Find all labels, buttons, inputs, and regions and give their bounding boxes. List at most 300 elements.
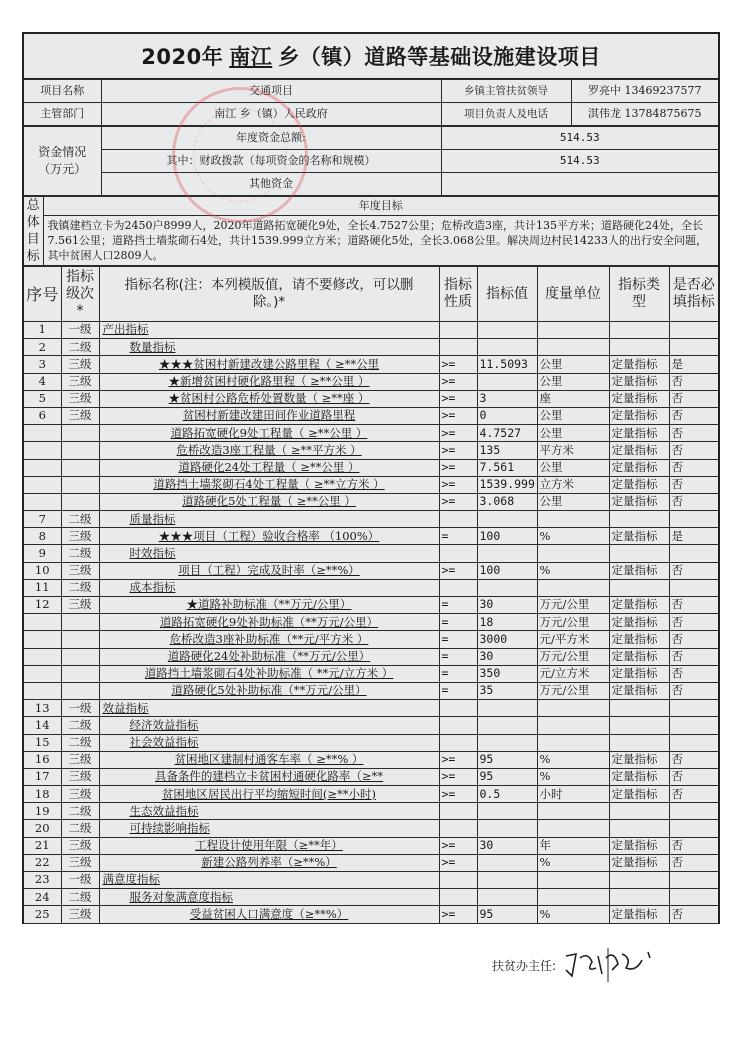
col-seq: 序号 [23, 267, 61, 322]
cell-nature: >= [439, 562, 477, 579]
indicator-name: 可持续影响指标 [129, 820, 210, 835]
cell-value [477, 854, 537, 871]
col-level: 指标级次* [61, 267, 99, 322]
cell-required: 否 [669, 837, 719, 854]
funds-other-label: 其他资金 [101, 173, 441, 196]
dept-value: 南江 乡（镇）人民政府 [101, 103, 441, 126]
table-row [23, 373, 719, 390]
cell-name [99, 734, 439, 751]
cell-required: 否 [669, 373, 719, 390]
cell-unit [537, 717, 609, 734]
cell-type: 定量指标 [609, 648, 669, 665]
cell-required: 否 [669, 631, 719, 648]
title-town: 南江 [229, 45, 273, 69]
cell-value [477, 339, 537, 356]
cell-seq: 9 [23, 545, 61, 562]
cell-name [99, 442, 439, 459]
table-row [23, 579, 719, 596]
cell-level [61, 648, 99, 665]
leader-value: 罗亮中 13469237577 [571, 80, 719, 103]
table-row [23, 820, 719, 837]
cell-unit: 公里 [537, 407, 609, 424]
cell-name [99, 562, 439, 579]
goal-text: 我镇建档立卡为2450户8999人，2020年道路拓宽硬化9处，全长4.7527公里；危桥改造3座，共计135平方米；道路硬化24处，全长7.561公里；道路挡土墙浆砌石4处，共计1539.999立方米；道路硬化5处，全长3.068公里。解决周边村民14233人的出行安全问题，其中贫困人口2809人。 [43, 216, 719, 266]
goal-side-label-cell [23, 197, 43, 266]
indicator-name: 成本指标 [129, 580, 176, 595]
table-row [23, 734, 719, 751]
cell-unit [537, 545, 609, 562]
cell-seq [23, 614, 61, 631]
cell-value [477, 872, 537, 889]
cell-nature: >= [439, 906, 477, 923]
cell-seq: 24 [23, 889, 61, 906]
cell-nature: = [439, 648, 477, 665]
cell-type [609, 717, 669, 734]
funds-total-label: 年度资金总额: [101, 127, 441, 150]
cell-unit: 年 [537, 837, 609, 854]
cell-unit: 万元/公里 [537, 614, 609, 631]
cell-required: 是 [669, 356, 719, 373]
indicator-name: 生态效益指标 [129, 803, 199, 818]
cell-value [477, 734, 537, 751]
cell-level [61, 631, 99, 648]
cell-nature [439, 545, 477, 562]
cell-value [477, 889, 537, 906]
col-required: 是否必填指标 [669, 267, 719, 322]
cell-level: 三级 [61, 373, 99, 390]
cell-name [99, 511, 439, 528]
indicator-name: 时效指标 [129, 545, 176, 560]
cell-required: 否 [669, 597, 719, 614]
cell-value: 30 [477, 648, 537, 665]
indicator-name: 具备条件的建档立卡贫困村通硬化路率（≥** [154, 769, 384, 784]
cell-value: 30 [477, 837, 537, 854]
cell-value: 4.7527 [477, 425, 537, 442]
cell-name [99, 493, 439, 510]
cell-unit: 公里 [537, 356, 609, 373]
cell-seq: 25 [23, 906, 61, 923]
cell-name [99, 322, 439, 339]
cell-required: 否 [669, 906, 719, 923]
cell-nature: = [439, 528, 477, 545]
cell-required [669, 889, 719, 906]
cell-name [99, 889, 439, 906]
cell-value [477, 820, 537, 837]
cell-unit: % [537, 562, 609, 579]
responsible-label: 项目负责人及电话 [441, 103, 571, 126]
cell-seq: 12 [23, 597, 61, 614]
indicator-name: ★★★项目（工程）验收合格率 （100%） [158, 528, 380, 543]
cell-type: 定量指标 [609, 751, 669, 768]
indicator-name: 道路挡土墙浆砌石4处工程量（ ≥**立方米 ） [153, 477, 385, 492]
indicator-name: 项目（工程）完成及时率（≥**%） [178, 563, 360, 578]
cell-nature: >= [439, 407, 477, 424]
cell-unit [537, 579, 609, 596]
handwritten-signature-icon [562, 948, 662, 982]
cell-required: 否 [669, 614, 719, 631]
cell-level [61, 682, 99, 699]
cell-required [669, 579, 719, 596]
page-title [22, 32, 720, 79]
indicator-name: 效益指标 [102, 700, 149, 715]
cell-unit: % [537, 768, 609, 785]
cell-value: 100 [477, 528, 537, 545]
col-name: 指标名称(注：本列模版值，请不要修改，可以删除。)* [99, 267, 439, 322]
cell-unit [537, 872, 609, 889]
cell-level: 二级 [61, 803, 99, 820]
cell-seq: 5 [23, 390, 61, 407]
cell-type [609, 872, 669, 889]
cell-required [669, 322, 719, 339]
cell-level: 二级 [61, 339, 99, 356]
cell-name [99, 614, 439, 631]
cell-type: 定量指标 [609, 562, 669, 579]
cell-nature: = [439, 631, 477, 648]
cell-unit: 万元/公里 [537, 648, 609, 665]
cell-required: 否 [669, 459, 719, 476]
cell-nature: = [439, 597, 477, 614]
cell-nature: = [439, 665, 477, 682]
indicator-name: 道路拓宽硬化9处工程量（ ≥**公里 ） [170, 425, 368, 440]
funds-table [22, 126, 720, 196]
cell-seq: 21 [23, 837, 61, 854]
cell-nature: >= [439, 425, 477, 442]
cell-unit: 万元/公里 [537, 682, 609, 699]
cell-unit: 元/立方米 [537, 665, 609, 682]
cell-type [609, 803, 669, 820]
cell-seq: 13 [23, 700, 61, 717]
cell-value: 95 [477, 751, 537, 768]
cell-type: 定量指标 [609, 476, 669, 493]
cell-required: 否 [669, 768, 719, 785]
cell-value: 30 [477, 597, 537, 614]
col-type: 指标类型 [609, 267, 669, 322]
cell-value: 35 [477, 682, 537, 699]
cell-nature [439, 820, 477, 837]
col-nature: 指标性质 [439, 267, 477, 322]
indicator-name: ★★★贫困村新建改建公路里程（ ≥**公里 [158, 356, 380, 371]
cell-required: 否 [669, 562, 719, 579]
cell-level: 三级 [61, 906, 99, 923]
cell-type: 定量指标 [609, 442, 669, 459]
cell-type: 定量指标 [609, 906, 669, 923]
cell-value: 95 [477, 906, 537, 923]
cell-type: 定量指标 [609, 786, 669, 803]
cell-value: 95 [477, 768, 537, 785]
cell-value: 0 [477, 407, 537, 424]
cell-type: 定量指标 [609, 597, 669, 614]
cell-seq: 17 [23, 768, 61, 785]
cell-name [99, 459, 439, 476]
indicator-name: 工程设计使用年限（≥**年） [195, 838, 343, 853]
cell-name [99, 356, 439, 373]
table-row [23, 682, 719, 699]
table-row [23, 700, 719, 717]
cell-required: 否 [669, 476, 719, 493]
indicator-name: 贫困村新建改建田间作业道路里程 [182, 408, 356, 423]
cell-value [477, 545, 537, 562]
indicator-name: 经济效益指标 [129, 717, 199, 732]
cell-name [99, 390, 439, 407]
table-row [23, 803, 719, 820]
cell-type: 定量指标 [609, 425, 669, 442]
cell-type [609, 820, 669, 837]
cell-unit: % [537, 751, 609, 768]
cell-type [609, 322, 669, 339]
cell-nature: = [439, 682, 477, 699]
cell-name [99, 906, 439, 923]
cell-name [99, 597, 439, 614]
cell-required [669, 511, 719, 528]
cell-name [99, 717, 439, 734]
cell-required: 否 [669, 442, 719, 459]
cell-required: 否 [669, 682, 719, 699]
cell-unit: 公里 [537, 425, 609, 442]
cell-seq [23, 493, 61, 510]
indicator-name: 道路硬化24处补助标准（**万元/公里） [167, 649, 371, 664]
cell-type [609, 700, 669, 717]
table-row [23, 390, 719, 407]
cell-level: 二级 [61, 545, 99, 562]
cell-value: 1539.999 [477, 476, 537, 493]
indicator-header-row [23, 267, 719, 322]
cell-level: 二级 [61, 734, 99, 751]
cell-name [99, 476, 439, 493]
cell-unit [537, 734, 609, 751]
cell-nature: >= [439, 751, 477, 768]
indicator-table [22, 266, 720, 924]
cell-seq: 1 [23, 322, 61, 339]
cell-nature: >= [439, 493, 477, 510]
table-row [23, 493, 719, 510]
cell-name [99, 648, 439, 665]
table-row [23, 476, 719, 493]
cell-required: 否 [669, 425, 719, 442]
cell-seq [23, 476, 61, 493]
cell-nature: >= [439, 442, 477, 459]
cell-seq: 14 [23, 717, 61, 734]
table-row [23, 442, 719, 459]
cell-unit [537, 322, 609, 339]
cell-name [99, 854, 439, 871]
cell-type: 定量指标 [609, 682, 669, 699]
table-row [23, 511, 719, 528]
cell-nature [439, 322, 477, 339]
cell-unit [537, 339, 609, 356]
cell-nature: = [439, 614, 477, 631]
cell-nature: >= [439, 837, 477, 854]
cell-unit: 平方米 [537, 442, 609, 459]
cell-required [669, 545, 719, 562]
project-name-label: 项目名称 [23, 80, 101, 103]
indicator-name: 道路硬化5处工程量（ ≥**公里 ） [182, 494, 356, 509]
goal-header: 年度目标 [43, 197, 719, 216]
indicator-name: 质量指标 [129, 511, 176, 526]
cell-seq: 20 [23, 820, 61, 837]
cell-type: 定量指标 [609, 854, 669, 871]
cell-level: 三级 [61, 562, 99, 579]
cell-type: 定量指标 [609, 768, 669, 785]
indicator-name: 危桥改造3座工程量（ ≥**平方米 ） [176, 442, 362, 457]
cell-value [477, 700, 537, 717]
cell-nature [439, 889, 477, 906]
cell-level: 一级 [61, 322, 99, 339]
table-row [23, 854, 719, 871]
indicator-name: 贫困地区建制村通客车率（ ≥**% ） [174, 752, 364, 767]
cell-value: 350 [477, 665, 537, 682]
cell-seq: 6 [23, 407, 61, 424]
signature-block [492, 948, 662, 982]
cell-type [609, 889, 669, 906]
indicator-name: 产出指标 [102, 322, 149, 337]
cell-seq: 23 [23, 872, 61, 889]
cell-name [99, 407, 439, 424]
col-value: 指标值 [477, 267, 537, 322]
indicator-name: ★新增贫困村硬化路里程（ ≥**公里 ） [168, 374, 370, 389]
cell-nature [439, 511, 477, 528]
cell-required: 是 [669, 528, 719, 545]
cell-required: 否 [669, 751, 719, 768]
cell-value: 11.5093 [477, 356, 537, 373]
cell-value: 3000 [477, 631, 537, 648]
indicator-name: 服务对象满意度指标 [129, 889, 233, 904]
funds-total-value: 514.53 [441, 127, 719, 150]
cell-nature [439, 734, 477, 751]
cell-unit: 立方米 [537, 476, 609, 493]
indicator-name: 道路硬化24处工程量（ ≥**公里 ） [178, 459, 360, 474]
performance-target-form [22, 32, 720, 924]
cell-seq: 15 [23, 734, 61, 751]
cell-nature [439, 717, 477, 734]
table-row [23, 614, 719, 631]
cell-unit [537, 803, 609, 820]
cell-required [669, 734, 719, 751]
cell-nature: >= [439, 854, 477, 871]
table-row [23, 407, 719, 424]
cell-seq: 16 [23, 751, 61, 768]
cell-value: 3 [477, 390, 537, 407]
cell-unit: % [537, 854, 609, 871]
title-year: 2020年 [141, 45, 224, 69]
cell-name [99, 768, 439, 785]
cell-name [99, 700, 439, 717]
cell-value [477, 717, 537, 734]
cell-value: 135 [477, 442, 537, 459]
table-row [23, 665, 719, 682]
cell-unit [537, 511, 609, 528]
cell-seq: 2 [23, 339, 61, 356]
cell-nature: >= [439, 786, 477, 803]
table-row [23, 631, 719, 648]
cell-seq: 3 [23, 356, 61, 373]
table-row [23, 889, 719, 906]
cell-level: 三级 [61, 407, 99, 424]
table-row [23, 872, 719, 889]
table-row [23, 425, 719, 442]
cell-level: 三级 [61, 390, 99, 407]
project-name-value: 交通项目 [101, 80, 441, 103]
cell-required [669, 717, 719, 734]
indicator-name: 社会效益指标 [129, 734, 199, 749]
table-row [23, 786, 719, 803]
indicator-name: 危桥改造3座补助标准（**元/平方米 ） [169, 631, 369, 646]
cell-level [61, 665, 99, 682]
cell-level: 二级 [61, 820, 99, 837]
cell-name [99, 339, 439, 356]
cell-nature [439, 700, 477, 717]
cell-seq: 8 [23, 528, 61, 545]
cell-name [99, 786, 439, 803]
table-row [23, 562, 719, 579]
cell-level [61, 493, 99, 510]
cell-seq [23, 665, 61, 682]
signature-label: 扶贫办主任: [492, 958, 557, 973]
cell-level: 二级 [61, 579, 99, 596]
cell-seq [23, 631, 61, 648]
cell-required [669, 820, 719, 837]
funds-label: 资金情况（万元） [23, 127, 101, 196]
goal-table [22, 196, 720, 266]
cell-unit: % [537, 528, 609, 545]
cell-level: 三级 [61, 786, 99, 803]
cell-seq: 18 [23, 786, 61, 803]
cell-level: 三级 [61, 597, 99, 614]
cell-nature: >= [439, 476, 477, 493]
indicator-name: ★贫困村公路危桥处置数量（ ≥**座 ） [168, 391, 370, 406]
cell-name [99, 820, 439, 837]
cell-seq [23, 459, 61, 476]
cell-unit [537, 889, 609, 906]
cell-seq [23, 425, 61, 442]
funds-other-value [441, 173, 719, 196]
cell-type [609, 511, 669, 528]
cell-type [609, 545, 669, 562]
goal-side-label: 总体目标 [26, 198, 40, 264]
cell-seq: 10 [23, 562, 61, 579]
table-row [23, 597, 719, 614]
cell-level: 三级 [61, 854, 99, 871]
col-unit: 度量单位 [537, 267, 609, 322]
project-info-table [22, 79, 720, 126]
cell-nature [439, 803, 477, 820]
cell-name [99, 545, 439, 562]
cell-unit: 小时 [537, 786, 609, 803]
cell-level: 三级 [61, 768, 99, 785]
cell-level: 三级 [61, 837, 99, 854]
cell-type: 定量指标 [609, 631, 669, 648]
cell-required: 否 [669, 665, 719, 682]
cell-name [99, 682, 439, 699]
cell-seq [23, 442, 61, 459]
cell-required [669, 339, 719, 356]
cell-level: 二级 [61, 889, 99, 906]
cell-name [99, 631, 439, 648]
cell-value [477, 322, 537, 339]
indicator-name: 满意度指标 [102, 872, 160, 887]
cell-name [99, 803, 439, 820]
table-row [23, 648, 719, 665]
table-row [23, 459, 719, 476]
cell-unit: 座 [537, 390, 609, 407]
cell-value [477, 511, 537, 528]
cell-type: 定量指标 [609, 614, 669, 631]
cell-required: 否 [669, 390, 719, 407]
cell-level [61, 459, 99, 476]
cell-type: 定量指标 [609, 390, 669, 407]
cell-value: 100 [477, 562, 537, 579]
cell-required: 否 [669, 407, 719, 424]
table-row [23, 545, 719, 562]
